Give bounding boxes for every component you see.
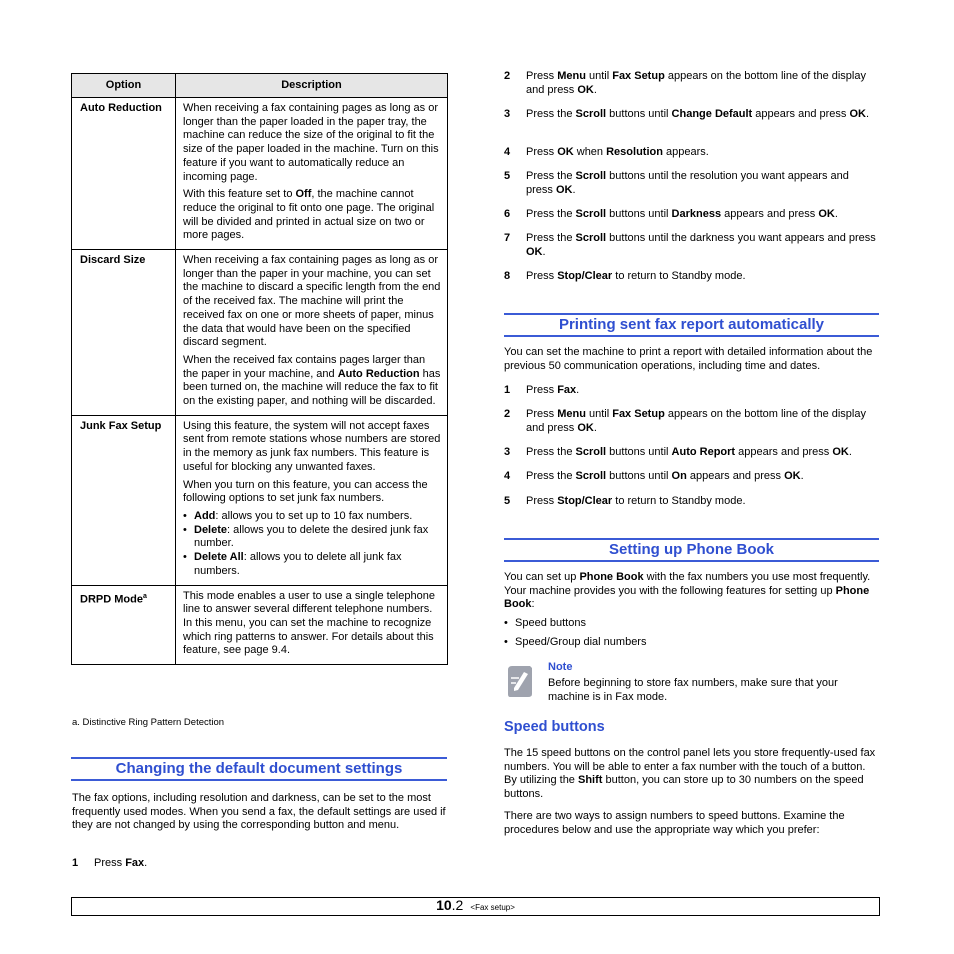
description-paragraph (183, 590, 441, 659)
step-text (526, 108, 878, 122)
bold-text: Scroll (575, 446, 607, 458)
text-run: With this feature set to (183, 188, 296, 201)
step-number: 4 (504, 146, 511, 158)
bold-text: Stop/Clear (557, 495, 613, 507)
bold-text: OK (557, 146, 574, 158)
bold-text: OK (849, 108, 866, 120)
text-run: button, you can store up to 30 numbers on the speed buttons. (504, 774, 864, 801)
bold-text: OK (555, 183, 573, 196)
step-number: 3 (504, 108, 511, 120)
step-text (526, 70, 878, 97)
bold-text: Phone Book (579, 571, 644, 583)
step-number: 5 (504, 495, 511, 507)
column-header-option: Option (72, 74, 176, 98)
text-run: . (593, 83, 597, 96)
step-text (94, 857, 147, 871)
step-number: 1 (72, 857, 79, 869)
option-description (176, 250, 448, 416)
text-run: . (572, 183, 576, 196)
bold-text: Scroll (575, 208, 607, 220)
section-heading-phone-book (504, 538, 879, 562)
text-run: Press the (526, 232, 576, 244)
text-run: buttons until (606, 108, 672, 120)
step-number: 2 (504, 70, 511, 82)
text-run: Press the (526, 208, 576, 220)
text-run: appears on the bottom line of the display and press (526, 408, 866, 434)
list-item (183, 524, 441, 551)
description-paragraph (183, 420, 441, 475)
step-text (526, 270, 878, 284)
text-run: When the received fax contains pages larger than the paper in your machine, and (183, 353, 426, 380)
bold-text: OK (784, 470, 801, 482)
bold-text: Auto Report (671, 446, 736, 458)
step-number: 3 (504, 446, 511, 458)
section-heading-fax-report (504, 313, 879, 337)
bold-text: Shift (577, 774, 603, 787)
bold-text: OK (818, 208, 835, 220)
bullet-icon: • (183, 509, 187, 522)
bullet-icon: • (183, 551, 187, 564)
text-run: Press (94, 857, 126, 869)
text-run: : allows you to set up to 10 fax numbers. (215, 509, 413, 522)
page-number-page: .2 (451, 897, 464, 913)
note-text: Before beginning to store fax numbers, make sure that your machine is in Fax mode. (548, 677, 838, 703)
step-number: 7 (504, 232, 511, 244)
table-header-row (72, 74, 448, 98)
text-run: : allows you to delete the desired junk fax number. (194, 523, 429, 550)
description-paragraph (183, 354, 441, 409)
list-item (183, 551, 441, 578)
section-heading-text: Printing sent fax report automatically (558, 316, 825, 333)
option-name: DRPD Mode$^a$ (72, 585, 176, 665)
text-run: buttons until (606, 208, 672, 220)
bold-text: Auto Reduction (337, 367, 420, 380)
text-run: appears. (662, 146, 709, 158)
option-name: Auto Reduction (72, 98, 176, 250)
speed-buttons-para-1 (504, 747, 880, 802)
text-run: When receiving a fax containing pages as long as or longer than the paper in your machine, you can set the machine to discard a specific length from the end of the received fax. The machine will print the received fax on one or more sheets of paper, minus the data that would have been on the specified discard segment. (183, 254, 441, 349)
text-run: Press the (526, 470, 576, 482)
bold-text: Change Default (671, 108, 753, 120)
bold-text: Scroll (575, 232, 607, 244)
text-run: . (800, 470, 804, 482)
bold-text: Phone Book (504, 584, 870, 611)
text-run: buttons until (606, 470, 672, 482)
text-run: When receiving a fax containing pages as long as or longer than the paper loaded in the paper tray, the machine can reduce the size of the original to fit the size of the paper loaded in the machine. Turn on this feature if you want to automatically reduce an incoming page. (183, 102, 439, 183)
phone-book-feature-list (504, 617, 880, 649)
bold-text: Menu (557, 70, 586, 82)
bold-text: Delete All (194, 551, 244, 564)
step-text (526, 146, 878, 160)
bold-text: Menu (557, 408, 586, 420)
description-paragraph (183, 479, 441, 506)
bold-text: Fax (125, 857, 145, 869)
page-number-chapter: 10 (436, 897, 452, 913)
text-run: The 15 speed buttons on the control panel lets you store frequently-used fax numbers. You will be able to enter a fax number with the touch of a button. By utilizing the (504, 747, 876, 787)
step-text (526, 384, 878, 398)
note-title: Note (548, 661, 573, 673)
bold-text: OK (832, 446, 849, 458)
option-description (176, 585, 448, 665)
text-run: . (834, 208, 838, 220)
bold-text: OK (577, 421, 594, 434)
text-run: . (576, 384, 580, 396)
bold-text: Scroll (575, 170, 607, 182)
bold-text: Darkness (671, 208, 722, 220)
text-run: Using this feature, the system will not accept faxes sent from remote stations whose numbers are stored in the memory as junk fax numbers. This feature is useful for blocking any unwanted faxes. (183, 419, 441, 473)
list-item-text: Speed/Group dial numbers (515, 635, 647, 648)
text-run: , the machine cannot reduce the original to fit onto one page. The original will be divided and printed in actual size on two or more pages. (183, 188, 435, 242)
bold-text: Resolution (606, 146, 663, 158)
bold-text: OK (526, 245, 543, 258)
text-run: When you turn on this feature, you can access the following options to set junk fax numbers. (183, 478, 428, 505)
bold-text: Fax (557, 384, 577, 396)
text-run: . (542, 245, 546, 258)
bold-text: Add (194, 509, 216, 522)
bullet-icon: • (183, 523, 187, 536)
column-header-description: Description (176, 74, 448, 98)
default-settings-intro: The fax options, including resolution and darkness, can be set to the most frequently used modes. When you send a fax, the default settings are used if they are not changed by using the corresponding button and menu. (72, 792, 446, 832)
text-run: Press (526, 408, 558, 420)
table-row (72, 98, 448, 250)
description-paragraph (183, 102, 441, 184)
step-text (526, 170, 878, 197)
text-run: : (531, 598, 535, 611)
option-bullet-list (183, 510, 441, 579)
text-run: appears and press (686, 470, 785, 482)
text-run: has been turned on, the machine will reduce the fax to fit on the existing paper, and nothing will be discarded. (183, 367, 441, 408)
bold-text: OK (577, 83, 594, 96)
step-number: 5 (504, 170, 511, 182)
text-run: You can set up (504, 571, 580, 583)
text-run: . (865, 108, 870, 120)
footer-page-info (72, 899, 879, 915)
list-item-text: Speed buttons (515, 617, 586, 629)
table-row (72, 250, 448, 416)
text-run: Press the (526, 108, 576, 120)
bold-text: On (671, 470, 687, 482)
bold-text: Off (295, 188, 312, 201)
step-text (526, 408, 878, 435)
step-text (526, 446, 878, 460)
fax-report-intro: You can set the machine to print a report with detailed information about the previous 50 communication operations, including time and dates. (504, 346, 873, 372)
phone-book-intro (504, 571, 880, 612)
section-heading-text: Setting up Phone Book (609, 541, 774, 558)
text-run: buttons until the resolution you want appears and press (526, 170, 849, 196)
text-run: : allows you to delete all junk fax numbers. (194, 551, 402, 577)
step-text (526, 208, 878, 222)
text-run: Press the (526, 170, 576, 182)
text-run: appears and press (735, 446, 833, 458)
text-run: buttons until the darkness you want appears and press (606, 232, 876, 244)
text-run: until (585, 70, 613, 82)
text-run: appears and press (752, 108, 850, 120)
list-item (183, 510, 441, 524)
step-number: 2 (504, 408, 511, 420)
bold-text: Fax Setup (612, 70, 665, 82)
option-name: Discard Size (72, 250, 176, 416)
section-heading-text: Changing the default document settings (115, 760, 403, 777)
section-heading-default-settings (71, 757, 447, 781)
text-run: Press (526, 70, 558, 82)
options-table (71, 73, 448, 665)
option-name: Junk Fax Setup (72, 415, 176, 585)
step-text (526, 470, 878, 484)
step-number: 6 (504, 208, 511, 220)
list-item: • Speed/Group dial numbers (504, 635, 647, 648)
text-run: until (585, 408, 613, 420)
table-row (72, 415, 448, 585)
list-item: • Speed buttons (504, 617, 586, 629)
footnote-marker: a (142, 592, 147, 600)
text-run: Press (526, 270, 558, 282)
text-run: . (593, 421, 597, 434)
text-run: Press the (526, 446, 576, 458)
text-run: to return to Standby mode. (612, 270, 746, 282)
text-run: appears on the bottom line of the display and press (526, 70, 866, 96)
bold-text: Stop/Clear (557, 270, 613, 282)
text-run: Press (526, 495, 558, 507)
page-footer (71, 897, 880, 916)
text-run: Press (526, 384, 558, 396)
text-run: This mode enables a user to use a single telephone line to answer several different telephone numbers. In this menu, you can set the machine to recognize which ring patterns to answer. For details about this feature, see page 9.4. (183, 589, 435, 657)
option-description (176, 98, 448, 250)
bold-text: Scroll (575, 470, 607, 482)
description-paragraph (183, 188, 441, 243)
step-text (526, 232, 878, 259)
bold-text: Delete (194, 523, 228, 536)
text-run: buttons until (606, 446, 672, 458)
bold-text: Scroll (575, 108, 607, 120)
step-text (526, 495, 878, 509)
text-run: Press (526, 146, 558, 158)
text-run: appears and press (721, 208, 819, 220)
speed-buttons-para-2: There are two ways to assign numbers to speed buttons. Examine the procedures below and use the appropriate way which you prefer: (504, 810, 845, 836)
footer-section-tag: <Fax setup> (470, 903, 515, 912)
step-number: 4 (504, 470, 511, 482)
step-number: 8 (504, 270, 511, 282)
table-footnote: a. Distinctive Ring Pattern Detection (72, 717, 225, 728)
text-run: with the fax numbers you use most frequently. Your machine provides you with the following features for setting up (504, 571, 871, 597)
text-run: . (848, 446, 852, 458)
subsection-heading-speed-buttons: Speed buttons (504, 719, 605, 735)
description-paragraph (183, 254, 441, 350)
note-pencil-icon (506, 664, 534, 698)
bold-text: Fax Setup (612, 408, 665, 420)
table-row (72, 585, 448, 665)
option-description (176, 415, 448, 585)
text-run: when (573, 146, 607, 158)
step-number: 1 (504, 384, 511, 396)
text-run: . (144, 857, 148, 869)
text-run: to return to Standby mode. (612, 495, 746, 507)
